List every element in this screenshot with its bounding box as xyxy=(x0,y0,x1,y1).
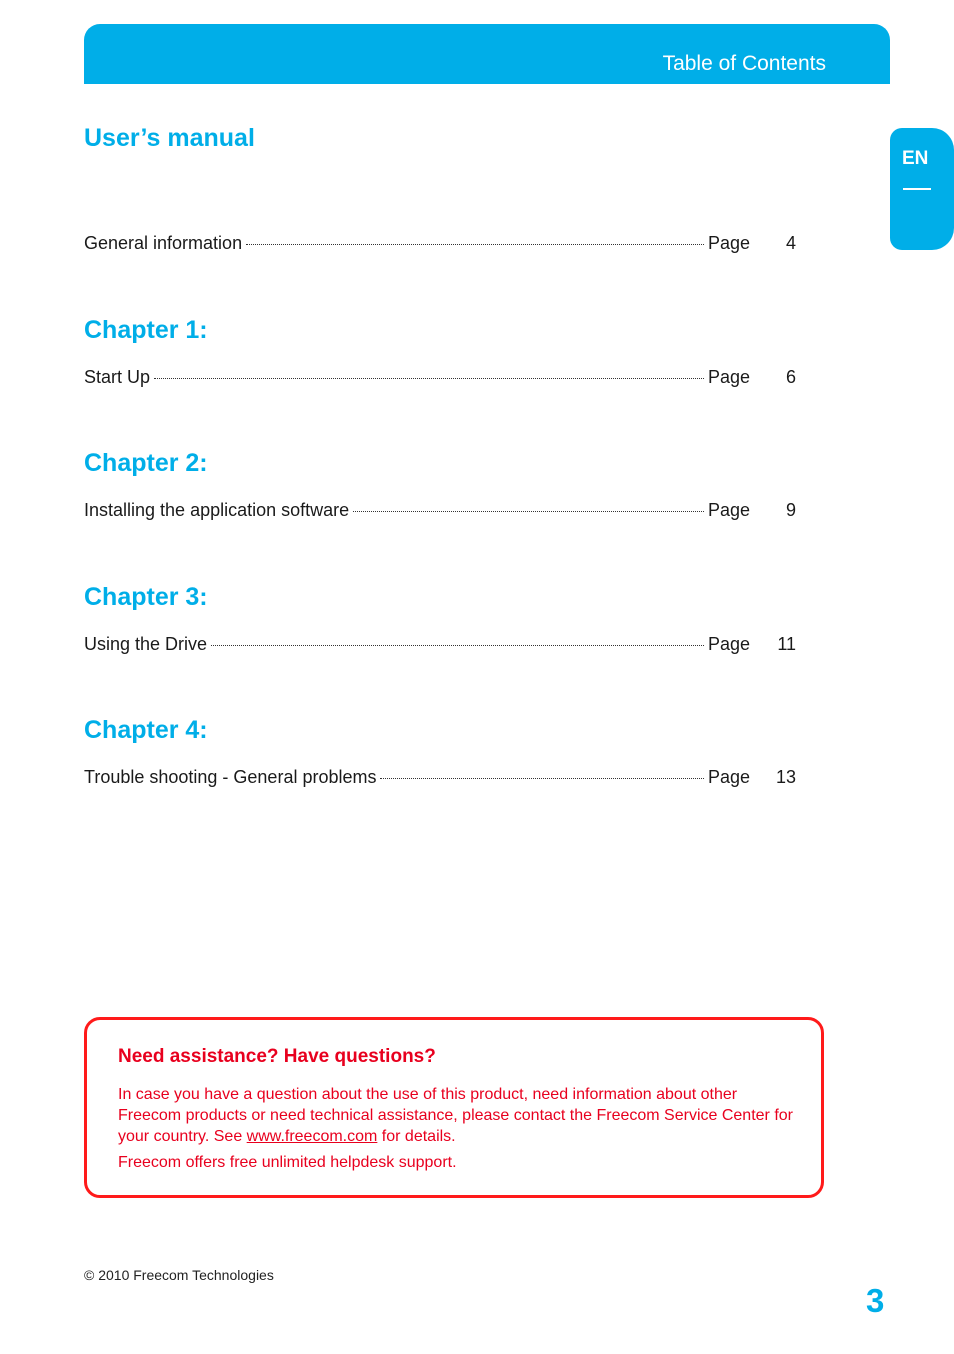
toc-row-chapter-4[interactable] xyxy=(84,767,796,788)
assistance-box xyxy=(84,1017,824,1198)
page-number: 3 xyxy=(866,1282,885,1319)
footer-copyright: © 2010 Freecom Technologies xyxy=(84,1267,274,1283)
toc-page-ref: Page 9 xyxy=(707,500,796,520)
toc-label: Trouble shooting - General problems xyxy=(84,767,377,787)
assistance-title: Need assistance? Have questions? xyxy=(118,1046,436,1067)
header-title: Table of Contents xyxy=(662,52,826,75)
toc-page-ref: Page 13 xyxy=(707,767,796,787)
toc-leader-dots xyxy=(154,378,704,379)
toc-row-chapter-2[interactable] xyxy=(84,500,796,521)
toc-leader-dots xyxy=(380,778,703,779)
chapter-3-heading: Chapter 3: xyxy=(84,583,208,611)
toc-row-general[interactable] xyxy=(84,233,796,254)
chapter-1-heading: Chapter 1: xyxy=(84,316,208,344)
manual-title: User’s manual xyxy=(84,124,255,152)
assistance-support-line: Freecom offers free unlimited helpdesk support. xyxy=(118,1154,457,1171)
header-bar xyxy=(84,24,890,84)
language-tab[interactable] xyxy=(890,128,954,250)
toc-leader-dots xyxy=(353,511,704,512)
toc-row-chapter-1[interactable] xyxy=(84,367,796,388)
chapter-2-heading: Chapter 2: xyxy=(84,449,208,477)
toc-label: Using the Drive xyxy=(84,634,208,654)
toc-page-ref: Page 11 xyxy=(707,634,796,654)
toc-leader-dots xyxy=(211,645,704,646)
toc-page-ref: Page 6 xyxy=(707,367,796,387)
toc-row-chapter-3[interactable] xyxy=(84,634,796,655)
toc-label: Installing the application software xyxy=(84,500,350,520)
chapter-4-heading: Chapter 4: xyxy=(84,716,208,744)
toc-page-ref: Page 4 xyxy=(707,233,796,253)
assistance-paragraph: In case you have a question about the use of this product, need information about other Freecom products or need technical assistance, please contact the Freecom Service Center for your country. See www.freecom.com for details. xyxy=(118,1086,793,1145)
language-underline xyxy=(903,188,931,190)
language-label: EN xyxy=(902,148,929,169)
freecom-website-link[interactable]: www.freecom.com xyxy=(246,1128,378,1145)
assistance-body xyxy=(118,1084,794,1173)
toc-label: Start Up xyxy=(84,367,151,387)
toc-label: General information xyxy=(84,233,243,253)
toc-leader-dots xyxy=(246,244,704,245)
